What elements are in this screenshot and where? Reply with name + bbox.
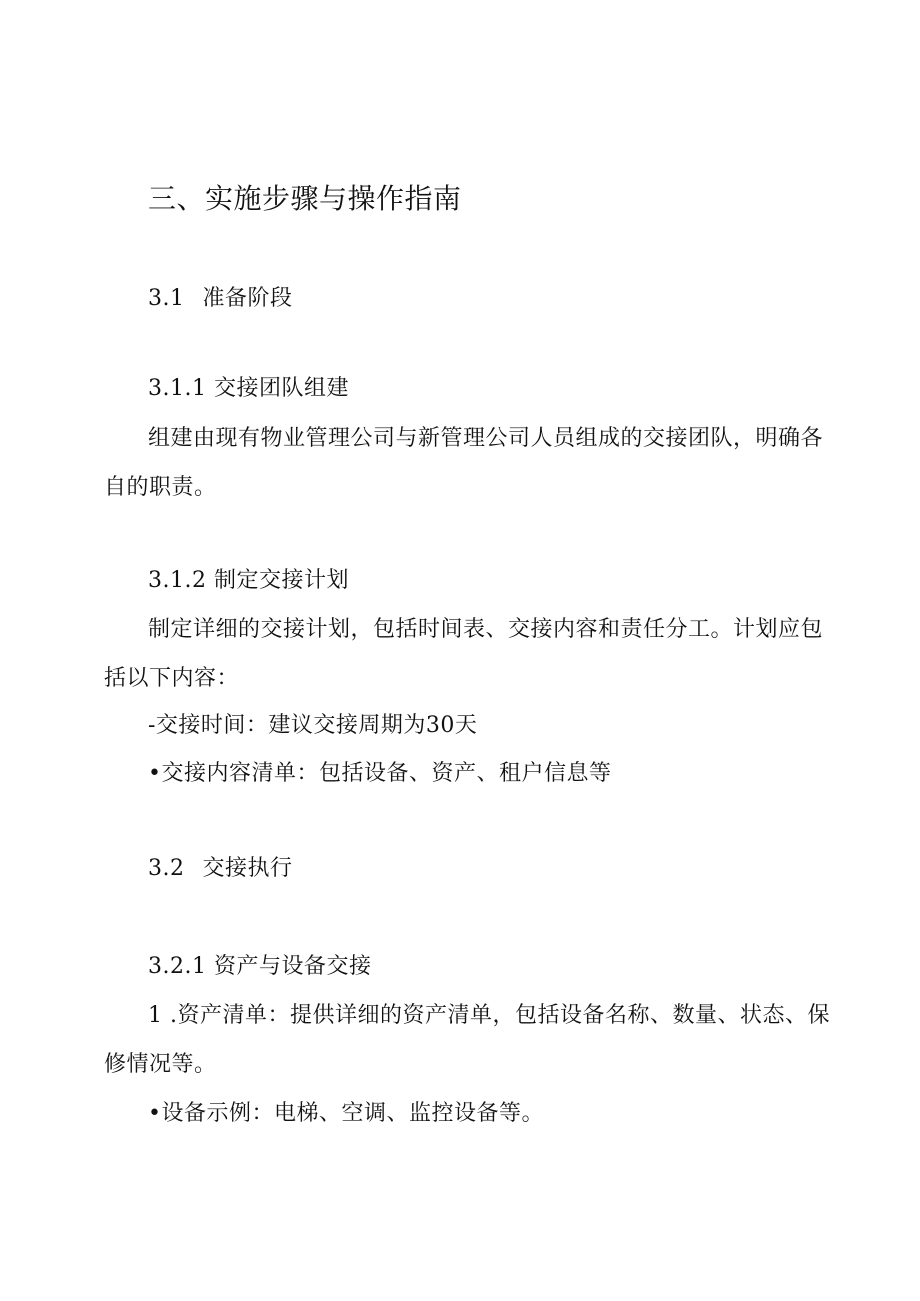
subsection-3-2-1-heading: 3.2.1 资产与设备交接: [148, 954, 372, 979]
section-title: 交接执行: [202, 856, 293, 881]
paragraph-line: 括以下内容：: [104, 666, 240, 691]
chapter-title: 三、实施步骤与操作指南: [148, 182, 462, 215]
paragraph-line: 制定详细的交接计划，包括时间表、交接内容和责任分工。计划应包: [148, 617, 824, 642]
section-3-1-heading: [148, 285, 293, 313]
section-title: 准备阶段: [202, 286, 293, 311]
list-item: -交接时间：建议交接周期为30天: [148, 713, 478, 738]
paragraph-line: 自的职责。: [104, 475, 217, 500]
paragraph-line: 修情况等。: [104, 1052, 217, 1077]
subsection-3-1-2-heading: 3.1.2 制定交接计划: [148, 568, 349, 593]
paragraph-line: 组建由现有物业管理公司与新管理公司人员组成的交接团队，明确各: [148, 426, 824, 451]
section-number: 3.2: [148, 856, 185, 881]
section-number: 3.1: [148, 286, 185, 311]
list-item: •设备示例：电梯、空调、监控设备等。: [148, 1101, 544, 1126]
section-3-2-heading: [148, 855, 293, 883]
subsection-3-1-1-heading: 3.1.1 交接团队组建: [148, 376, 349, 401]
paragraph-line: 1 .资产清单：提供详细的资产清单，包括设备名称、数量、状态、保: [148, 1003, 830, 1028]
list-item: •交接内容清单：包括设备、资产、租户信息等: [148, 761, 612, 786]
